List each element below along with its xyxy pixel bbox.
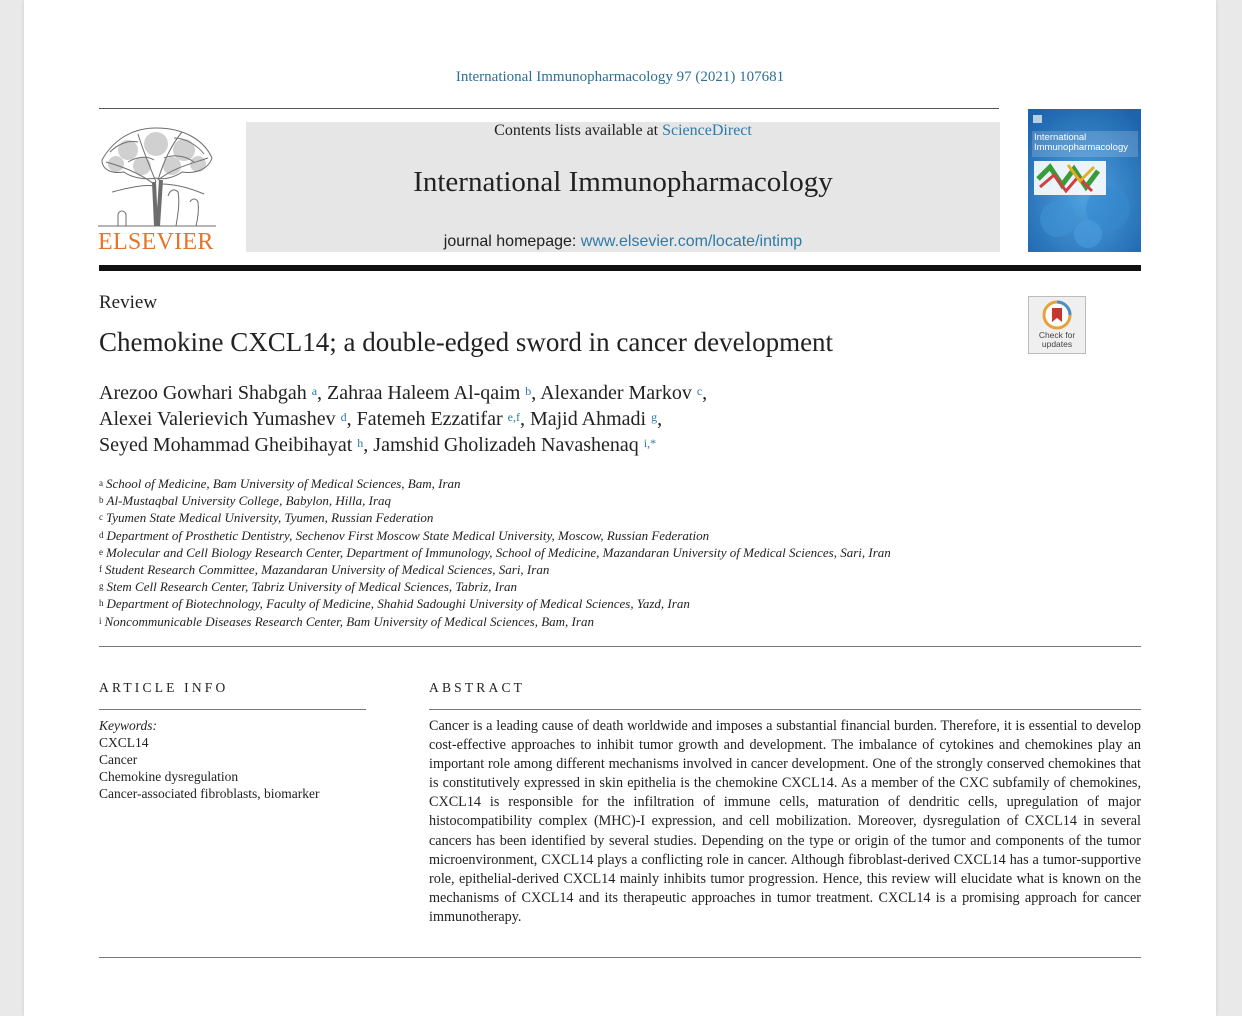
author-affil-ref[interactable]: e,f <box>507 410 520 424</box>
affiliation-i <box>99 613 1099 630</box>
cover-artwork <box>1028 109 1141 252</box>
author-name: Seyed Mohammad Gheibihayat <box>99 434 353 456</box>
author-2[interactable] <box>327 382 540 404</box>
affiliation-text: Stem Cell Research Center, Tabriz University of Medical Sciences, Tabriz, Iran <box>106 579 518 595</box>
affiliation-label: a <box>99 478 103 488</box>
affiliation-h <box>99 595 1099 612</box>
affiliation-text: Student Research Committee, Mazandaran University of Medical Sciences, Sari, Iran <box>105 562 550 578</box>
check-updates-icon <box>1042 300 1072 330</box>
affiliation-text: Al-Mustaqbal University College, Babylon, Hilla, Iraq <box>106 493 392 509</box>
author-name: Arezoo Gowhari Shabgah <box>99 382 307 404</box>
journal-cover-image[interactable] <box>1028 109 1141 252</box>
keyword-item: Cancer <box>99 752 138 767</box>
author-name: Zahraa Haleem Al-qaim <box>327 382 521 404</box>
check-updates-line2: updates <box>1041 339 1073 349</box>
affiliation-label: e <box>99 546 103 557</box>
author-separator: , <box>531 382 541 404</box>
sciencedirect-link[interactable]: ScienceDirect <box>662 122 752 139</box>
journal-title: International Immunopharmacology <box>413 166 833 198</box>
journal-homepage <box>246 233 1000 251</box>
check-updates-label <box>1029 331 1085 349</box>
author-separator: , <box>657 408 663 430</box>
journal-citation[interactable]: International Immunopharmacology 97 (2021) 107681 <box>455 69 785 85</box>
article-type: Review <box>99 292 158 313</box>
affiliation-text: Molecular and Cell Biology Research Center, Department of Immunology, School of Medicine, Mazandaran University of Medical Sciences, Sari, Iran <box>106 544 891 560</box>
affiliation-label: h <box>99 598 104 609</box>
author-separator: , <box>702 382 708 404</box>
header-divider <box>99 108 999 109</box>
affiliation-label: c <box>99 512 103 523</box>
affiliation-text: Noncommunicable Diseases Research Center, Bam University of Medical Sciences, Bam, Iran <box>104 613 594 629</box>
author-affil-ref[interactable]: b <box>525 384 532 398</box>
affiliation-label: f <box>99 564 102 575</box>
affiliation-label: g <box>99 581 104 592</box>
author-affil-ref[interactable]: i,* <box>643 436 657 450</box>
author-list <box>99 380 859 458</box>
affiliation-text: Department of Prosthetic Dentistry, Sechenov First Moscow State Medical University, Moscow, Russian Federation <box>106 527 710 543</box>
author-name: Alexei Valerievich Yumashev <box>99 408 336 430</box>
author-5[interactable] <box>357 408 530 430</box>
author-separator: , <box>363 434 374 456</box>
keywords-block <box>99 717 379 802</box>
author-separator: , <box>317 382 328 404</box>
author-1[interactable] <box>99 382 327 404</box>
affiliation-text: School of Medicine, Bam University of Medical Sciences, Bam, Iran <box>106 476 461 491</box>
author-affil-ref[interactable]: a <box>311 384 318 398</box>
article-page <box>24 0 1216 1016</box>
affiliation-list <box>99 475 1099 630</box>
affiliation-d <box>99 527 1099 544</box>
abstract-text: Cancer is a leading cause of death worldwide and imposes a substantial financial burden. Therefore, it is essential to develop cost-effective approaches to inhibit tumor growth and development. The imbalance of cytokines and chemokines play an important role among different mechanisms involved in cancer development. One of the strongly conserved chemokines that is constitutively expressed in skin epithelia is the chemokine CXCL14. As a member of the CXC subfamily of chemokines, CXCL14 is responsible for the infiltration of immune cells, maturation of dendritic cells, upregulation of major histocompatibility complex (MHC)-I expression, and cell mobilization. Moreover, dysregulation of CXCL14 in several cancers has been identified by several studies. Depending on the type or origin of the tumor and components of the tumor microenvironment, CXCL14 plays a conflicting role in cancer. Although fibroblast-derived CXCL14 has a tumor-supportive role, epithelial-derived CXCL14 mainly inhibits tumor progression. Hence, this review will elucidate what is known on the mechanisms of CXCL14 and its therapeutic approaches in tumor treatment. CXCL14 is a promising approach for cancer immunotherapy. <box>429 718 1141 925</box>
cover-title <box>1034 133 1128 153</box>
cover-title-line1: International <box>1034 132 1087 143</box>
author-affil-ref[interactable]: c <box>696 384 703 398</box>
affiliation-a <box>99 475 1099 492</box>
affiliation-f <box>99 561 1099 578</box>
keywords-label: Keywords: <box>99 718 157 733</box>
cover-title-line2: Immunopharmacology <box>1034 142 1128 153</box>
journal-banner <box>246 122 1000 252</box>
author-3[interactable] <box>540 382 707 404</box>
author-name: Alexander Markov <box>540 382 692 404</box>
article-info-heading: ARTICLE INFO <box>99 680 229 695</box>
author-8[interactable] <box>373 434 656 456</box>
author-affil-ref[interactable]: h <box>357 436 364 450</box>
article-info-rule <box>99 709 366 710</box>
author-separator: , <box>519 408 530 430</box>
elsevier-wordmark: ELSEVIER <box>98 229 214 255</box>
keyword-item: Chemokine dysregulation <box>99 769 239 784</box>
homepage-link[interactable]: www.elsevier.com/locate/intimp <box>580 233 803 250</box>
abstract-rule <box>429 709 1141 710</box>
affiliation-e <box>99 544 1099 561</box>
affiliation-g <box>99 578 1099 595</box>
author-6[interactable] <box>530 408 662 430</box>
author-affil-ref[interactable]: g <box>651 410 658 424</box>
affiliation-label: d <box>99 529 104 540</box>
author-affil-ref[interactable]: d <box>340 410 347 424</box>
affiliation-text: Tyumen State Medical University, Tyumen, Russian Federation <box>106 510 434 526</box>
affiliation-c <box>99 509 1099 526</box>
section-divider <box>99 646 1141 647</box>
abstract-heading: ABSTRACT <box>429 680 526 695</box>
paper-title: Chemokine CXCL14; a double-edged sword in cancer development <box>99 327 834 357</box>
author-separator: , <box>346 408 357 430</box>
author-name: Jamshid Gholizadeh Navashenaq <box>373 434 639 456</box>
affiliation-label: i <box>99 615 102 626</box>
bottom-divider <box>99 957 1141 958</box>
affiliation-label: b <box>99 495 104 506</box>
keyword-item: Cancer-associated fibroblasts, biomarker <box>99 786 320 801</box>
author-7[interactable] <box>99 434 373 456</box>
contents-line <box>246 122 1000 140</box>
elsevier-tree-logo <box>98 122 216 230</box>
check-for-updates-button[interactable] <box>1028 296 1086 354</box>
author-name: Majid Ahmadi <box>529 408 647 430</box>
affiliation-text: Department of Biotechnology, Faculty of Medicine, Shahid Sadoughi University of Medical Sciences, Yazd, Iran <box>106 596 690 612</box>
author-4[interactable] <box>99 408 357 430</box>
affiliation-b <box>99 492 1099 509</box>
check-updates-line1: Check for <box>1038 330 1076 340</box>
author-name: Fatemeh Ezzatifar <box>356 408 503 430</box>
homepage-prefix: journal homepage: <box>443 233 581 250</box>
contents-prefix: Contents lists available at <box>494 122 663 139</box>
keyword-item: CXCL14 <box>99 735 149 750</box>
header-thick-rule <box>99 265 1141 271</box>
